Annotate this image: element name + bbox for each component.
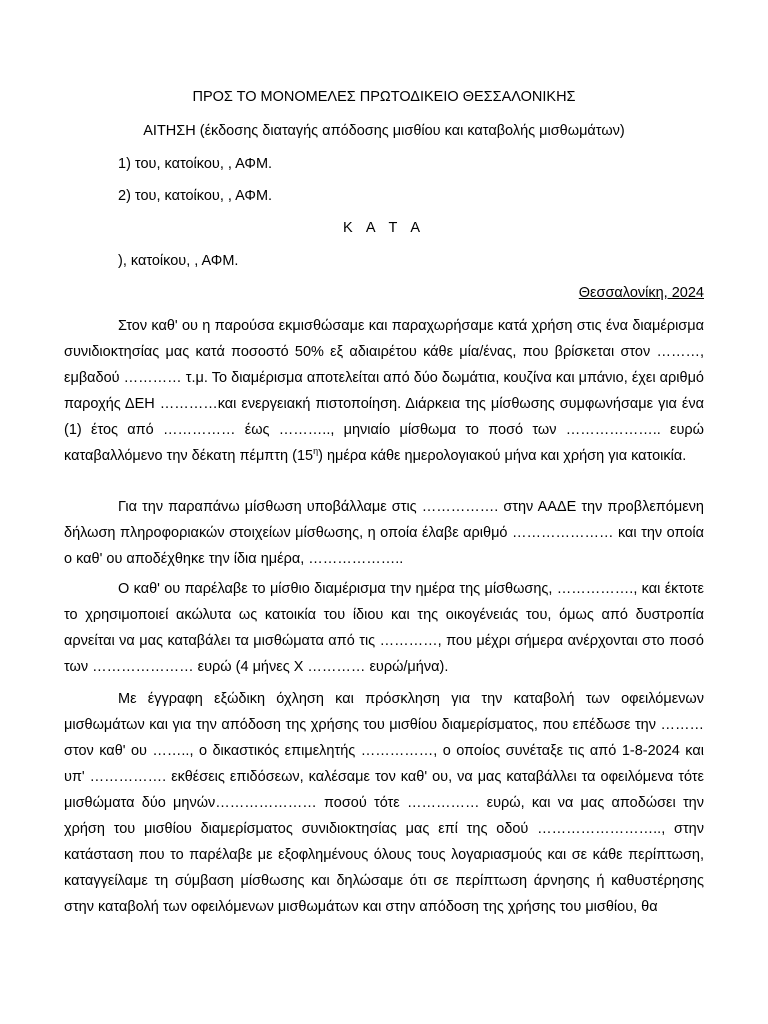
application-title: ΑΙΤΗΣΗ (έκδοσης διαταγής απόδοσης μισθίου και καταβολής μισθωμάτων) — [143, 123, 625, 139]
paragraph-1-text-end: ) ημέρα κάθε ημερολογιακού μήνα και χρήση για κατοικία. — [318, 448, 687, 464]
applicant-1: 1) του, κατοίκου, , ΑΦΜ. — [118, 156, 273, 172]
respondent: ), κατοίκου, , ΑΦΜ. — [118, 253, 239, 269]
paragraph-3: Ο καθ' ου παρέλαβε το μίσθιο διαμέρισμα την ημέρα της μίσθωσης, ……………., και έκτοτε το χρησιμοποιεί ακώλυτα ως κατοικία του ίδιου και της οικογένειάς του, όμως από δυστροπία αρνείται να μας καταβάλει τα μισθώματα από τις …………, που μέχρι σήμερα ανέρχονται στο ποσό των ………………… ευρώ (4 μήνες Χ ………… ευρώ/μήνα). — [64, 581, 704, 675]
paragraph-1 — [64, 313, 704, 469]
ordinal-superscript: η — [313, 446, 319, 457]
against-heading: Κ Α Τ Α — [342, 220, 426, 236]
paragraph-4: Με έγγραφη εξώδικη όχληση και πρόσκληση για την καταβολή των οφειλόμενων μισθωμάτων και για την απόδοση της χρήσης του μισθίου διαμερίσματος, που επέδωσε την ……… στον καθ' ου …….., ο δικαστικός επιμελητής ……………, ο οποίος συνέταξε τις από 1-8-2024 και υπ' ……………. εκθέσεις επιδόσεων, καλέσαμε τον καθ' ου, να μας καταβάλλει τα οφειλόμενα τότε μισθώματα δύο μηνών………………… ποσού τότε …………… ευρώ, και να μας αποδώσει την χρήση του μισθίου διαμερίσματος συνιδιοκτησίας μας επί της οδού …………………….., στην κατάσταση που το παρέλαβε με εξοφλημένους όλους τους λογαριασμούς και σε κάθε περίπτωση, καταγγείλαμε τη σύμβαση μίσθωσης και δηλώσαμε ότι σε περίπτωση άρνησης ή καθυστέρησης στην καταβολή των οφειλόμενων μισθωμάτων και στην απόδοση της χρήσης του μισθίου, θα — [64, 691, 704, 915]
court-heading: ΠΡΟΣ ΤΟ ΜΟΝΟΜΕΛΕΣ ΠΡΩΤΟΔΙΚΕΙΟ ΘΕΣΣΑΛΟΝΙΚΗΣ — [192, 89, 576, 105]
place-date: Θεσσαλονίκη, 2024 — [578, 285, 704, 301]
applicant-2: 2) του, κατοίκου, , ΑΦΜ. — [118, 188, 273, 204]
paragraph-1-text: Στον καθ' ου η παρούσα εκμισθώσαμε και παραχωρήσαμε κατά χρήση στις ένα διαμέρισμα συνιδιοκτησίας μας κατά ποσοστό 50% εξ αδιαιρέτου κάθε μία/ένας, που βρίσκεται στον ………, εμβαδού ………… τ.μ. Το διαμέρισμα αποτελείται από δύο δωμάτια, κουζίνα και μπάνιο, έχει αριθμό παροχής ΔΕΗ …………και ενεργειακή πιστοποίηση. Διάρκεια της μίσθωσης συμφωνήσαμε για ένα (1) έτος από …………… έως ……….., μηνιαίο μίσθωμα το ποσό των ……………….. ευρώ καταβαλλόμενο την δέκατη πέμπτη (15 — [64, 318, 704, 464]
paragraph-2: Για την παραπάνω μίσθωση υποβάλλαμε στις ……………. στην ΑΑΔΕ την προβλεπόμενη δήλωση πληροφοριακών στοιχείων μίσθωσης, η οποία έλαβε αριθμό ………………… και την οποία ο καθ' ου αποδέχθηκε την ίδια ημέρα, ……………….. — [64, 499, 704, 567]
